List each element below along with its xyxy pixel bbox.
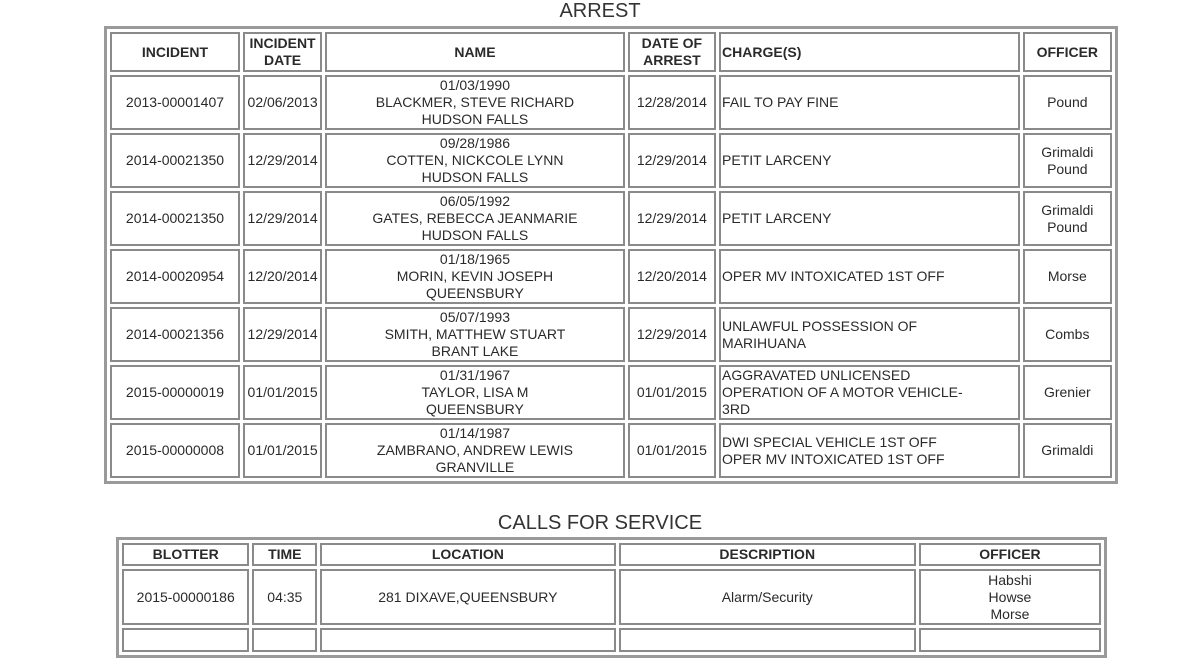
charges-cell-line: FAIL TO PAY FINE (722, 94, 839, 110)
name-cell-line: HUDSON FALLS (421, 169, 529, 185)
arrest-table (104, 26, 1118, 484)
name-cell-line: HUDSON FALLS (421, 227, 529, 243)
col-officer: OFFICER (1023, 32, 1112, 72)
name-cell-line: MORIN, KEVIN JOSEPH (396, 268, 554, 284)
location-cell (320, 569, 615, 625)
incident-date-cell (243, 191, 322, 246)
incident-date-cell-line: 01/01/2015 (247, 442, 318, 458)
incident-cell (110, 307, 240, 362)
incident-cell-line: 2015-00000008 (125, 442, 225, 458)
officer-cell (1023, 423, 1112, 478)
arrest-date-cell-line: 01/01/2015 (636, 384, 707, 400)
name-cell-line: 01/18/1965 (439, 251, 510, 267)
incident-cell-line: 2015-00000019 (125, 384, 225, 400)
name-cell (325, 249, 625, 304)
arrest-date-cell-line: 12/20/2014 (636, 268, 707, 284)
name-cell (325, 191, 625, 246)
charges-cell (719, 133, 1020, 188)
incident-date-cell (243, 365, 322, 420)
table-row-partial (122, 628, 1101, 652)
arrest-date-cell-line: 12/29/2014 (636, 210, 707, 226)
arrest-date-cell-line: 01/01/2015 (636, 442, 707, 458)
officer-cell-line: Howse (988, 588, 1032, 605)
name-cell-line: GATES, REBECCA JEANMARIE (372, 210, 578, 226)
incident-cell (110, 191, 240, 246)
name-cell-line: QUEENSBURY (426, 401, 524, 417)
col-incident: INCIDENT (110, 32, 240, 72)
incident-date-cell-line: 12/29/2014 (247, 152, 318, 168)
col-location: LOCATION (320, 543, 615, 566)
col-description: DESCRIPTION (619, 543, 916, 566)
arrest-date-cell (628, 191, 716, 246)
blotter-cell (122, 569, 249, 625)
officer-cell-line: Combs (1045, 326, 1090, 342)
incident-date-cell (243, 75, 322, 130)
table-row (110, 423, 1112, 478)
name-cell-line: BLACKMER, STEVE RICHARD (375, 94, 575, 110)
officer-cell-line: Morse (990, 605, 1030, 622)
arrest-date-cell (628, 307, 716, 362)
col-date-of-arrest: DATE OF ARREST (628, 32, 716, 72)
incident-cell (110, 365, 240, 420)
name-cell (325, 423, 625, 478)
charges-cell-line: PETIT LARCENY (722, 152, 832, 168)
name-cell-line: 05/07/1993 (439, 309, 510, 325)
table-row (110, 191, 1112, 246)
name-cell-line: ZAMBRANO, ANDREW LEWIS (376, 442, 573, 458)
incident-date-cell-line: 12/29/2014 (247, 210, 318, 226)
table-row (110, 75, 1112, 130)
incident-date-cell-line: 01/01/2015 (247, 384, 318, 400)
table-row (110, 365, 1112, 420)
calls-header-row (122, 543, 1101, 566)
empty-cell (619, 628, 916, 652)
charges-cell (719, 191, 1020, 246)
name-cell-line: 06/05/1992 (439, 193, 510, 209)
col-officer: OFFICER (919, 543, 1101, 566)
officer-cell (1023, 307, 1112, 362)
charges-cell-line: DWI SPECIAL VEHICLE 1ST OFF (722, 433, 937, 450)
name-cell-line: TAYLOR, LISA M (421, 384, 529, 400)
officer-cell-line: Grenier (1043, 384, 1091, 400)
officer-cell-line: Pound (1047, 160, 1088, 177)
incident-cell (110, 423, 240, 478)
description-cell (619, 569, 916, 625)
charges-cell-line: 3RD (722, 401, 751, 417)
incident-cell (110, 133, 240, 188)
charges-cell-line: AGGRAVATED UNLICENSED (722, 367, 911, 383)
charges-cell-line: UNLAWFUL POSSESSION OF (722, 317, 918, 334)
blotter-cell-line: 2015-00000186 (136, 588, 235, 605)
col-charges: CHARGE(S) (719, 32, 1020, 72)
name-cell-line: 09/28/1986 (439, 135, 510, 151)
col-incident-date: INCIDENT DATE (243, 32, 322, 72)
empty-cell (252, 628, 317, 652)
arrest-date-cell (628, 75, 716, 130)
arrest-date-cell (628, 249, 716, 304)
charges-cell-line: OPERATION OF A MOTOR VEHICLE- (722, 384, 963, 400)
name-cell-line: HUDSON FALLS (421, 111, 529, 127)
empty-cell (320, 628, 615, 652)
officer-cell-line: Grimaldi (1041, 442, 1094, 458)
name-cell-line: BRANT LAKE (431, 343, 519, 359)
incident-date-cell (243, 133, 322, 188)
charges-cell (719, 249, 1020, 304)
officer-cell (1023, 365, 1112, 420)
location-cell-line: 281 DIXAVE,QUEENSBURY (378, 588, 558, 605)
incident-date-cell-line: 12/29/2014 (247, 326, 318, 342)
col-blotter: BLOTTER (122, 543, 249, 566)
officer-cell-line: Grimaldi (1041, 143, 1094, 160)
name-cell-line: QUEENSBURY (426, 285, 524, 301)
incident-cell-line: 2014-00020954 (125, 268, 225, 284)
arrest-date-cell (628, 423, 716, 478)
calls-section-title: CALLS FOR SERVICE (497, 512, 703, 534)
arrest-date-cell-line: 12/29/2014 (636, 152, 707, 168)
name-cell-line: GRANVILLE (435, 459, 515, 475)
incident-cell-line: 2014-00021350 (125, 152, 225, 168)
name-cell-line: 01/31/1967 (439, 367, 510, 383)
name-cell-line: 01/03/1990 (439, 77, 510, 93)
charges-cell-line: OPER MV INTOXICATED 1ST OFF (722, 450, 945, 467)
empty-cell (122, 628, 249, 652)
officer-cell-line: Habshi (988, 571, 1032, 588)
time-cell (252, 569, 317, 625)
name-cell-line: COTTEN, NICKCOLE LYNN (386, 152, 564, 168)
charges-cell (719, 307, 1020, 362)
officer-cell (1023, 133, 1112, 188)
officer-cell (919, 569, 1101, 625)
table-row (110, 307, 1112, 362)
arrest-date-cell-line: 12/28/2014 (636, 94, 707, 110)
arrest-header-row (110, 32, 1112, 72)
officer-cell-line: Pound (1047, 218, 1088, 235)
incident-cell (110, 249, 240, 304)
name-cell (325, 75, 625, 130)
incident-cell-line: 2014-00021356 (125, 326, 225, 342)
incident-date-cell-line: 12/20/2014 (247, 268, 318, 284)
incident-cell-line: 2013-00001407 (125, 94, 225, 110)
charges-cell-line: OPER MV INTOXICATED 1ST OFF (722, 268, 945, 284)
charges-cell-line: MARIHUANA (722, 334, 807, 351)
time-cell-line: 04:35 (267, 588, 303, 605)
arrest-date-cell (628, 365, 716, 420)
officer-cell-line: Grimaldi (1041, 201, 1094, 218)
charges-cell (719, 75, 1020, 130)
col-time: TIME (252, 543, 317, 566)
officer-cell (1023, 249, 1112, 304)
arrest-date-cell (628, 133, 716, 188)
arrest-date-cell-line: 12/29/2014 (636, 326, 707, 342)
empty-cell (919, 628, 1101, 652)
col-name: NAME (325, 32, 625, 72)
name-cell-line: SMITH, MATTHEW STUART (384, 326, 566, 342)
incident-date-cell (243, 423, 322, 478)
name-cell (325, 365, 625, 420)
name-cell (325, 307, 625, 362)
charges-cell (719, 423, 1020, 478)
calls-table (116, 537, 1107, 658)
charges-cell-line: PETIT LARCENY (722, 210, 832, 226)
officer-cell (1023, 75, 1112, 130)
table-row (110, 249, 1112, 304)
incident-cell (110, 75, 240, 130)
incident-date-cell (243, 307, 322, 362)
incident-date-cell-line: 02/06/2013 (247, 94, 318, 110)
name-cell (325, 133, 625, 188)
table-row (122, 569, 1101, 625)
arrest-section-title: ARREST (559, 0, 641, 22)
officer-cell-line: Morse (1047, 268, 1087, 284)
name-cell-line: 01/14/1987 (439, 425, 510, 441)
officer-cell-line: Pound (1047, 94, 1088, 110)
description-cell-line: Alarm/Security (721, 588, 813, 605)
charges-cell (719, 365, 1020, 420)
table-row (110, 133, 1112, 188)
incident-date-cell (243, 249, 322, 304)
incident-cell-line: 2014-00021350 (125, 210, 225, 226)
officer-cell (1023, 191, 1112, 246)
